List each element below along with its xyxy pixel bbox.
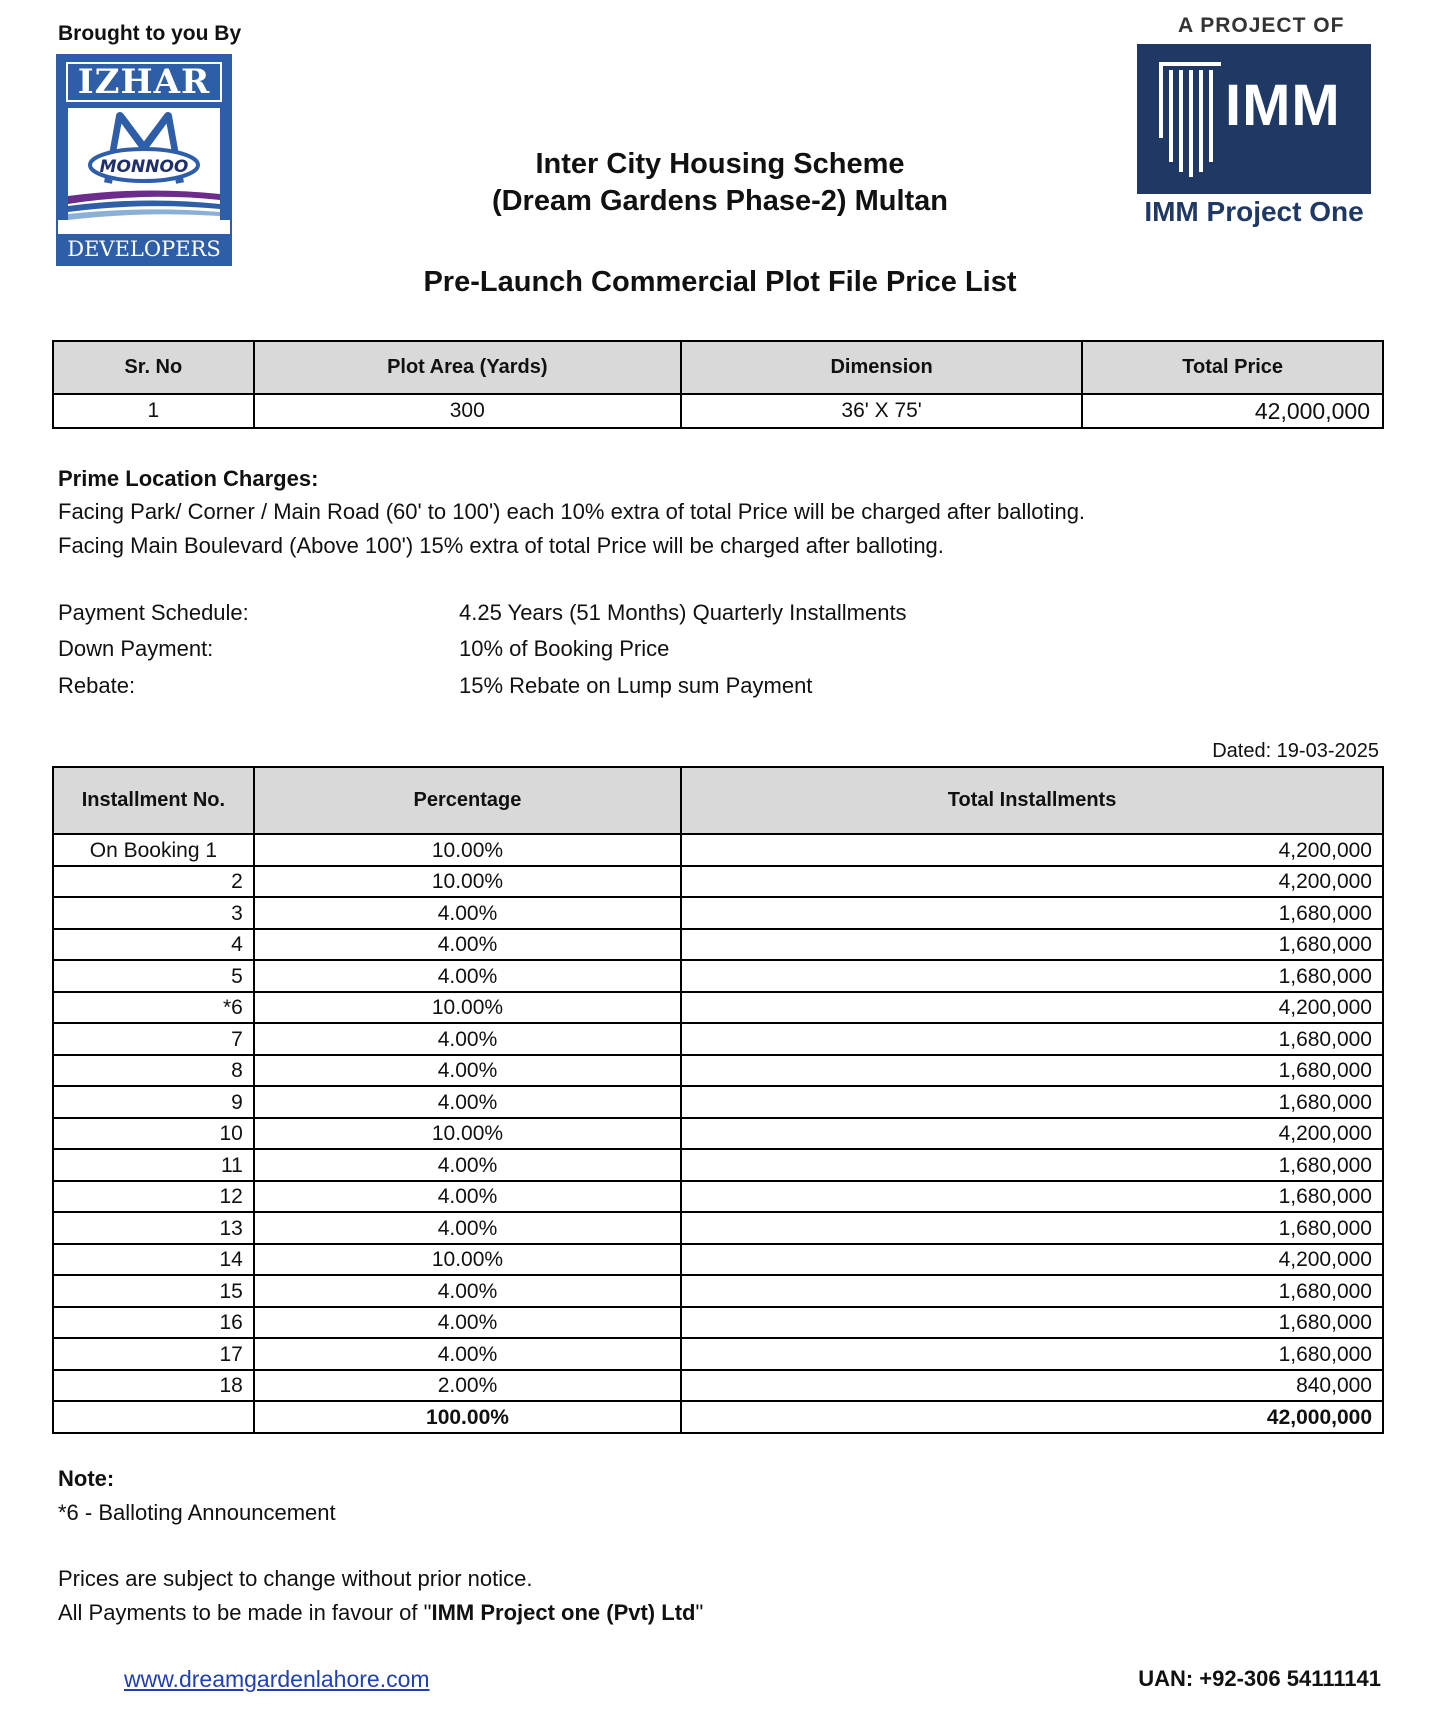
installment-no-cell: 8 bbox=[53, 1055, 254, 1087]
installment-amount-cell: 1,680,000 bbox=[681, 1086, 1383, 1118]
payment-schedule-label: Payment Schedule: bbox=[58, 600, 249, 625]
dated-label: Dated: 19-03-2025 bbox=[1212, 740, 1379, 762]
installment-no-cell: 13 bbox=[53, 1212, 254, 1244]
izhar-logo bbox=[56, 54, 232, 266]
monnoo-emblem-icon bbox=[68, 108, 220, 220]
installment-amount-cell: 1,680,000 bbox=[681, 960, 1383, 992]
installment-percentage-cell: 4.00% bbox=[254, 1338, 681, 1370]
installment-percentage-cell: 4.00% bbox=[254, 1055, 681, 1087]
installment-percentage-cell: 4.00% bbox=[254, 929, 681, 961]
page-subtitle: Pre-Launch Commercial Plot File Price List bbox=[423, 266, 1017, 298]
table-row bbox=[53, 1149, 1383, 1181]
installment-percentage-cell: 2.00% bbox=[254, 1370, 681, 1402]
installment-no-cell: 9 bbox=[53, 1086, 254, 1118]
installment-amount-cell: 1,680,000 bbox=[681, 1023, 1383, 1055]
table-row bbox=[53, 866, 1383, 898]
table-row bbox=[53, 1118, 1383, 1150]
plot-header-sr-no: Sr. No bbox=[53, 341, 254, 394]
installment-header-total: Total Installments bbox=[681, 767, 1383, 834]
installment-amount-cell: 1,680,000 bbox=[681, 1212, 1383, 1244]
plot-header-area: Plot Area (Yards) bbox=[254, 341, 681, 394]
installment-total-percentage: 100.00% bbox=[254, 1401, 681, 1433]
note-line: *6 - Balloting Announcement bbox=[58, 1500, 336, 1525]
imm-logo-word: IMM bbox=[1225, 73, 1341, 138]
rebate-label: Rebate: bbox=[58, 673, 136, 698]
installment-amount-cell: 1,680,000 bbox=[681, 1149, 1383, 1181]
installment-percentage-cell: 10.00% bbox=[254, 992, 681, 1024]
uan-number: UAN: +92-306 54111141 bbox=[1138, 1666, 1381, 1691]
down-payment-value: 10% of Booking Price bbox=[459, 636, 670, 661]
installment-percentage-cell: 4.00% bbox=[254, 1086, 681, 1118]
table-row bbox=[53, 1212, 1383, 1244]
table-row bbox=[53, 1338, 1383, 1370]
rebate-value: 15% Rebate on Lump sum Payment bbox=[459, 673, 813, 698]
installment-percentage-cell: 4.00% bbox=[254, 897, 681, 929]
table-row bbox=[53, 1181, 1383, 1213]
installment-amount-cell: 1,680,000 bbox=[681, 1181, 1383, 1213]
imm-project-of-label: A PROJECT OF bbox=[1178, 14, 1345, 37]
imm-pillars-icon bbox=[1159, 62, 1221, 177]
installment-amount-cell: 1,680,000 bbox=[681, 1275, 1383, 1307]
installment-percentage-cell: 4.00% bbox=[254, 1307, 681, 1339]
payment-schedule-value: 4.25 Years (51 Months) Quarterly Installments bbox=[459, 600, 907, 625]
installment-amount-cell: 4,200,000 bbox=[681, 834, 1383, 866]
installment-header-no: Installment No. bbox=[53, 767, 254, 834]
installment-amount-cell: 1,680,000 bbox=[681, 1055, 1383, 1087]
plot-cell-area: 300 bbox=[254, 394, 681, 428]
table-row bbox=[53, 394, 1383, 428]
installment-no-cell: 5 bbox=[53, 960, 254, 992]
installment-header-percentage: Percentage bbox=[254, 767, 681, 834]
installment-amount-cell: 1,680,000 bbox=[681, 1307, 1383, 1339]
price-change-notice: Prices are subject to change without prior notice. bbox=[58, 1566, 533, 1591]
table-row bbox=[53, 929, 1383, 961]
table-row bbox=[53, 1086, 1383, 1118]
installment-percentage-cell: 10.00% bbox=[254, 834, 681, 866]
plot-cell-total-price: 42,000,000 bbox=[1082, 394, 1383, 428]
installment-amount-cell: 4,200,000 bbox=[681, 866, 1383, 898]
installment-no-cell: 3 bbox=[53, 897, 254, 929]
table-row bbox=[53, 834, 1383, 866]
installment-percentage-cell: 10.00% bbox=[254, 866, 681, 898]
installment-amount-cell: 1,680,000 bbox=[681, 929, 1383, 961]
brought-by-label: Brought to you By bbox=[58, 22, 242, 45]
installment-no-cell: 17 bbox=[53, 1338, 254, 1370]
imm-logo bbox=[1137, 44, 1371, 194]
installment-percentage-cell: 4.00% bbox=[254, 1275, 681, 1307]
installment-percentage-cell: 4.00% bbox=[254, 1212, 681, 1244]
installment-no-cell: 16 bbox=[53, 1307, 254, 1339]
installment-no-cell: 15 bbox=[53, 1275, 254, 1307]
payment-favour-pre: All Payments to be made in favour of " bbox=[58, 1600, 432, 1625]
installment-no-cell: On Booking 1 bbox=[53, 834, 254, 866]
installment-table bbox=[52, 766, 1384, 1434]
payment-favour-notice bbox=[58, 1600, 703, 1626]
plot-cell-sr-no: 1 bbox=[53, 394, 254, 428]
installment-amount-cell: 840,000 bbox=[681, 1370, 1383, 1402]
plot-header-total-price: Total Price bbox=[1082, 341, 1383, 394]
table-row bbox=[53, 1307, 1383, 1339]
installment-no-cell: 14 bbox=[53, 1244, 254, 1276]
installment-percentage-cell: 4.00% bbox=[254, 1023, 681, 1055]
prime-location-heading: Prime Location Charges: bbox=[58, 466, 319, 491]
installment-percentage-cell: 4.00% bbox=[254, 960, 681, 992]
installment-no-cell: 7 bbox=[53, 1023, 254, 1055]
installment-amount-cell: 1,680,000 bbox=[681, 1338, 1383, 1370]
installment-percentage-cell: 4.00% bbox=[254, 1181, 681, 1213]
izhar-logo-mark: MONNOO bbox=[99, 157, 189, 177]
installment-percentage-cell: 10.00% bbox=[254, 1118, 681, 1150]
table-row bbox=[53, 897, 1383, 929]
izhar-logo-name: IZHAR bbox=[66, 62, 222, 102]
prime-location-line2: Facing Main Boulevard (Above 100') 15% extra of total Price will be charged after balloting. bbox=[58, 533, 944, 558]
installment-no-cell: 18 bbox=[53, 1370, 254, 1402]
installment-amount-cell: 4,200,000 bbox=[681, 992, 1383, 1024]
installment-no-cell: *6 bbox=[53, 992, 254, 1024]
installment-amount-cell: 4,200,000 bbox=[681, 1118, 1383, 1150]
table-row bbox=[53, 960, 1383, 992]
installment-percentage-cell: 10.00% bbox=[254, 1244, 681, 1276]
installment-no-cell: 12 bbox=[53, 1181, 254, 1213]
installment-total-amount: 42,000,000 bbox=[681, 1401, 1383, 1433]
plot-table-header-row bbox=[53, 341, 1383, 394]
table-row bbox=[53, 1275, 1383, 1307]
plot-price-table bbox=[52, 340, 1384, 429]
installment-amount-cell: 4,200,000 bbox=[681, 1244, 1383, 1276]
installment-header-row bbox=[53, 767, 1383, 834]
table-row bbox=[53, 1023, 1383, 1055]
installment-no-cell: 11 bbox=[53, 1149, 254, 1181]
table-row bbox=[53, 992, 1383, 1024]
installment-percentage-cell: 4.00% bbox=[254, 1149, 681, 1181]
payment-favour-post: " bbox=[695, 1600, 704, 1625]
installment-amount-cell: 1,680,000 bbox=[681, 897, 1383, 929]
installment-no-cell: 10 bbox=[53, 1118, 254, 1150]
website-link[interactable]: www.dreamgardenlahore.com bbox=[124, 1666, 430, 1692]
page-title-line2: (Dream Gardens Phase-2) Multan bbox=[491, 185, 949, 217]
page-title-line1: Inter City Housing Scheme bbox=[535, 148, 905, 180]
imm-logo-subtitle: IMM Project One bbox=[1144, 196, 1364, 227]
installment-no-cell: 2 bbox=[53, 866, 254, 898]
table-row bbox=[53, 1055, 1383, 1087]
installment-total-row bbox=[53, 1401, 1383, 1433]
installment-no-cell: 4 bbox=[53, 929, 254, 961]
table-row bbox=[53, 1244, 1383, 1276]
izhar-logo-tagline: DEVELOPERS bbox=[58, 234, 230, 264]
plot-header-dimension: Dimension bbox=[681, 341, 1082, 394]
down-payment-label: Down Payment: bbox=[58, 636, 214, 661]
note-heading: Note: bbox=[58, 1466, 115, 1491]
prime-location-line1: Facing Park/ Corner / Main Road (60' to 100') each 10% extra of total Price will be charged after balloting. bbox=[58, 499, 1086, 524]
payment-favour-company: IMM Project one (Pvt) Ltd bbox=[431, 1600, 696, 1625]
table-row bbox=[53, 1370, 1383, 1402]
installment-total-label bbox=[53, 1401, 254, 1433]
plot-cell-dimension: 36' X 75' bbox=[681, 394, 1082, 428]
